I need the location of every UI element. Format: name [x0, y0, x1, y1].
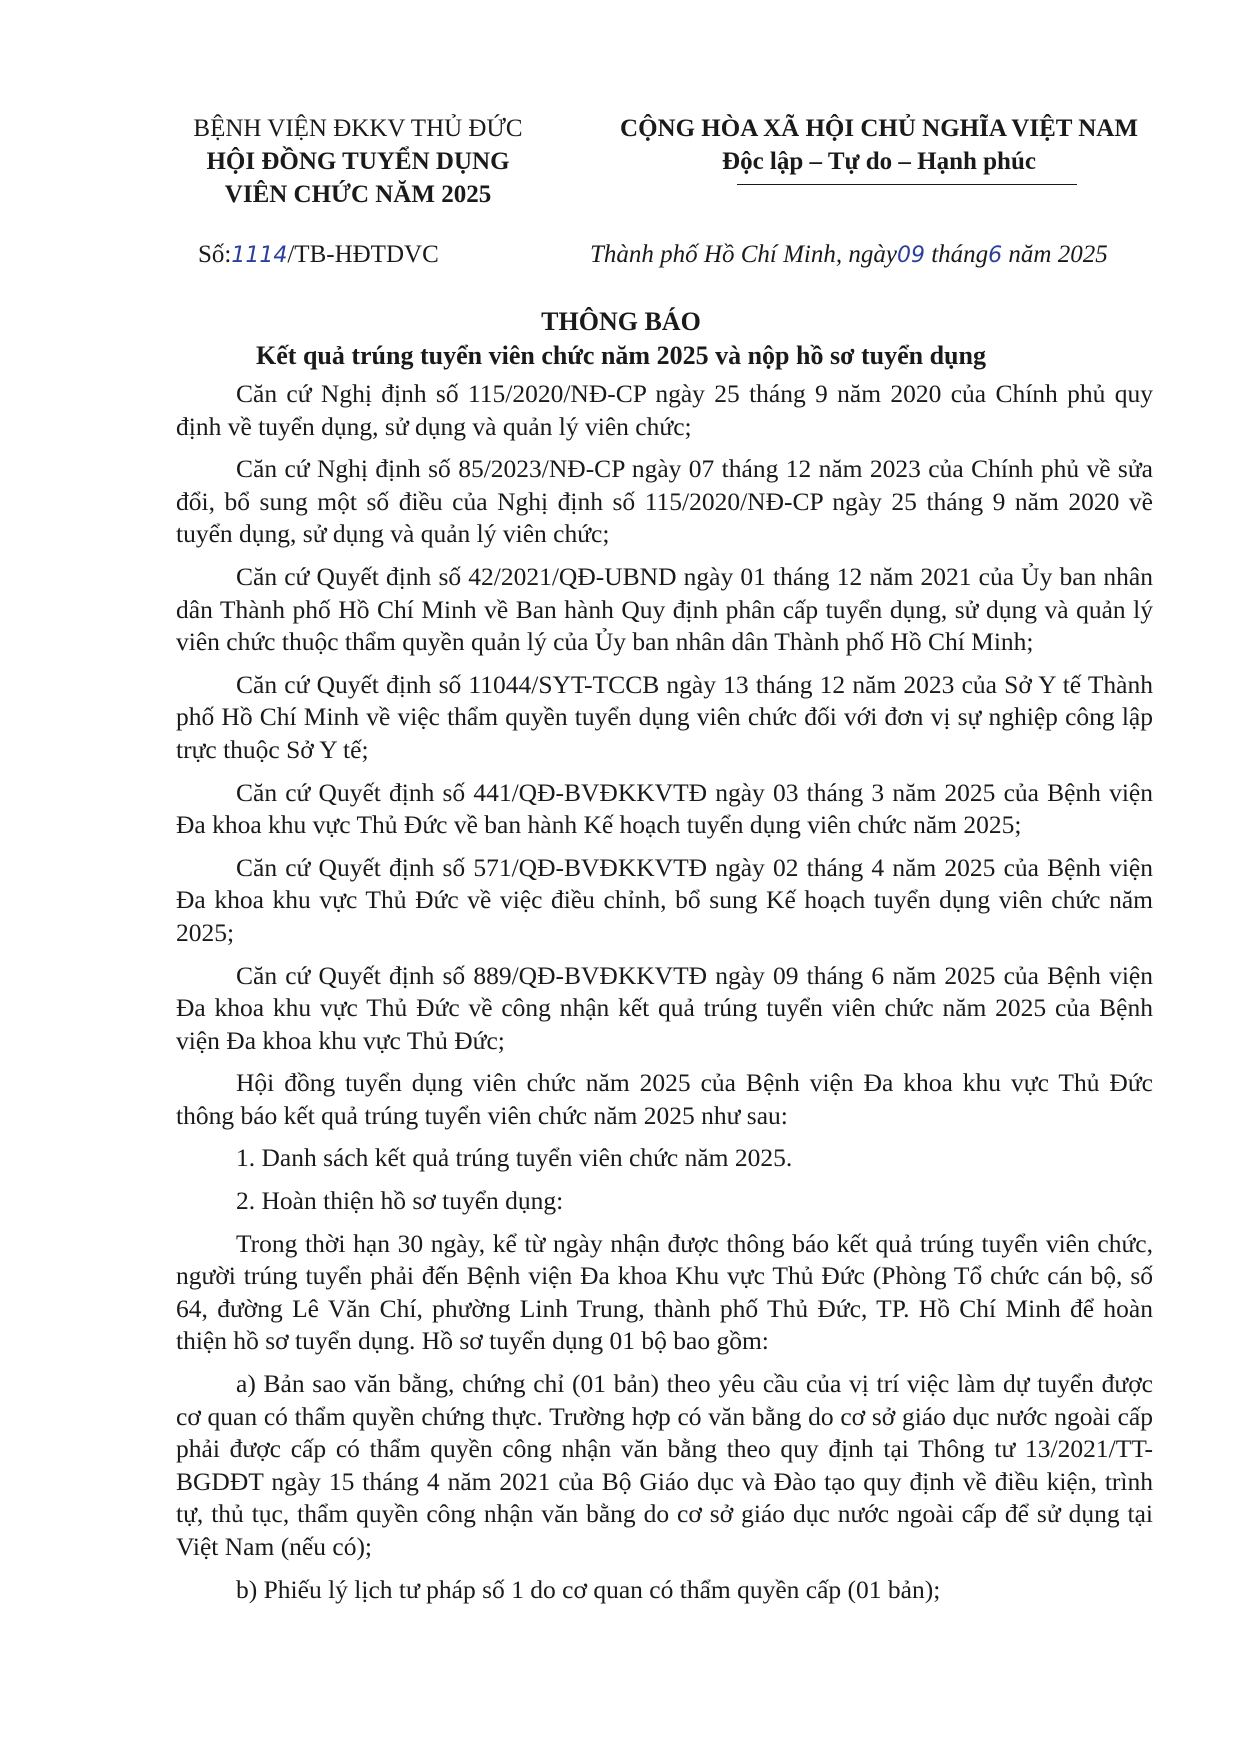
paragraph: Trong thời hạn 30 ngày, kể từ ngày nhận được thông báo kết quả trúng tuyển viên chức, người trúng tuyển phải đến Bệnh viện Đa khoa Khu vực Thủ Đức (Phòng Tổ chức cán bộ, số 64, đường Lê Văn Chí, phường Linh Trung, thành phố Thủ Đức, TP. Hồ Chí Minh để hoàn thiện hồ sơ tuyển dụng. Hồ sơ tuyển dụng 01 bộ bao gồm: — [176, 1228, 1153, 1356]
motto-underline — [737, 184, 1077, 185]
paragraph: 2. Hoàn thiện hồ sơ tuyển dụng: — [236, 1186, 564, 1216]
date-day: 09 — [896, 243, 925, 268]
doc-number-suffix: /TB-HĐTDVC — [287, 241, 439, 268]
paragraph: 1. Danh sách kết quả trúng tuyển viên chức năm 2025. — [236, 1143, 793, 1173]
doc-number-prefix: Số: — [198, 241, 232, 268]
agency-line-3: VIÊN CHỨC NĂM 2025 — [224, 181, 492, 208]
country-name: CỘNG HÒA XÃ HỘI CHỦ NGHĨA VIỆT NAM — [620, 115, 1138, 142]
motto: Độc lập – Tự do – Hạnh phúc — [722, 148, 1036, 175]
agency-line-2: HỘI ĐỒNG TUYỂN DỤNG — [206, 148, 510, 175]
date-part-1: Thành phố Hồ Chí Minh, ngày — [590, 241, 897, 268]
issuing-agency — [168, 112, 548, 211]
title-main: THÔNG BÁO — [541, 307, 701, 336]
national-motto — [574, 112, 1184, 178]
document-title — [0, 305, 1242, 373]
title-sub: Kết quả trúng tuyển viên chức năm 2025 và nộp hồ sơ tuyển dụng — [256, 341, 986, 370]
paragraph: Căn cứ Quyết định số 42/2021/QĐ-UBND ngày 01 tháng 12 năm 2021 của Ủy ban nhân dân Thành phố Hồ Chí Minh về Ban hành Quy định phân cấp tuyển dụng, sử dụng và quản lý viên chức thuộc thẩm quyền quản lý của Ủy ban nhân dân Thành phố Hồ Chí Minh; — [176, 561, 1153, 657]
paragraph: Căn cứ Nghị định số 85/2023/NĐ-CP ngày 07 tháng 12 năm 2023 của Chính phủ về sửa đổi, bổ sung một số điều của Nghị định số 115/2020/NĐ-CP ngày 25 tháng 9 năm 2020 về tuyển dụng, sử dụng và quản lý viên chức; — [176, 454, 1153, 549]
paragraph: a) Bản sao văn bằng, chứng chỉ (01 bản) theo yêu cầu của vị trí việc làm dự tuyển được cơ quan có thẩm quyền chứng thực. Trường hợp có văn bằng do cơ sở giáo dục nước ngoài cấp phải được cấp có thẩm quyền công nhận văn bằng theo quy định tại Thông tư 13/2021/TT-BGDĐT ngày 15 tháng 4 năm 2021 của Bộ Giáo dục và Đào tạo quy định về điều kiện, trình tự, thủ tục, thẩm quyền công nhận văn bằng do cơ sở giáo dục nước ngoài cấp để sử dụng tại Việt Nam (nếu có); — [176, 1369, 1153, 1561]
paragraph: Căn cứ Quyết định số 441/QĐ-BVĐKKVTĐ ngày 03 tháng 3 năm 2025 của Bệnh viện Đa khoa khu vực Thủ Đức về ban hành Kế hoạch tuyển dụng viên chức năm 2025; — [176, 777, 1153, 840]
agency-line-1: BỆNH VIỆN ĐKKV THỦ ĐỨC — [193, 115, 523, 142]
paragraph: Hội đồng tuyển dụng viên chức năm 2025 của Bệnh viện Đa khoa khu vực Thủ Đức thông báo kết quả trúng tuyển viên chức năm 2025 như sau: — [176, 1068, 1153, 1130]
document-body — [176, 378, 1153, 1616]
paragraph: Căn cứ Quyết định số 571/QĐ-BVĐKKVTĐ ngày 02 tháng 4 năm 2025 của Bệnh viện Đa khoa khu vực Thủ Đức về việc điều chỉnh, bổ sung Kế hoạch tuyển dụng viên chức năm 2025; — [176, 852, 1153, 947]
paragraph: b) Phiếu lý lịch tư pháp số 1 do cơ quan có thẩm quyền cấp (01 bản); — [236, 1574, 941, 1604]
date-part-3: năm 2025 — [1008, 241, 1108, 268]
doc-number-handwritten: 1114 — [231, 243, 288, 268]
paragraph: Căn cứ Quyết định số 889/QĐ-BVĐKKVTĐ ngày 09 tháng 6 năm 2025 của Bệnh viện Đa khoa khu vực Thủ Đức về công nhận kết quả trúng tuyển viên chức năm 2025 của Bệnh viện Đa khoa khu vực Thủ Đức; — [176, 960, 1153, 1055]
paragraph: Căn cứ Quyết định số 11044/SYT-TCCB ngày 13 tháng 12 năm 2023 của Sở Y tế Thành phố Hồ Chí Minh về việc thẩm quyền tuyển dụng viên chức đối với đơn vị sự nghiệp công lập trực thuộc Sở Y tế; — [176, 669, 1153, 764]
date-part-2: tháng — [931, 241, 989, 268]
paragraph: Căn cứ Nghị định số 115/2020/NĐ-CP ngày 25 tháng 9 năm 2020 của Chính phủ quy định về tuyển dụng, sử dụng và quản lý viên chức; — [176, 379, 1153, 441]
document-number — [198, 240, 439, 271]
date-month: 6 — [988, 243, 1003, 268]
document-date — [590, 240, 1108, 271]
